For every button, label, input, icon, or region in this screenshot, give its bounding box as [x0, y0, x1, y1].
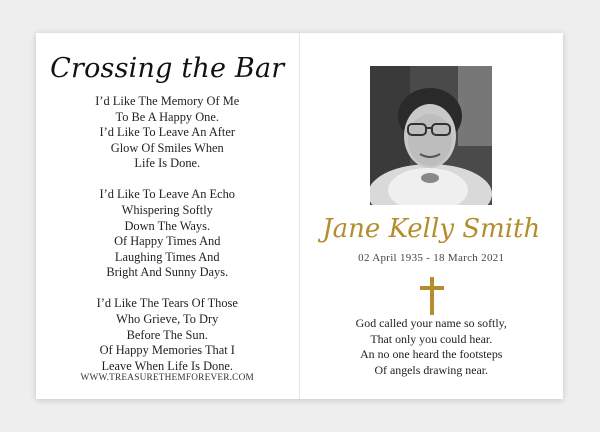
verse-line: That only you could hear.: [370, 331, 493, 346]
right-panel: [300, 33, 564, 399]
verse-line: An no one heard the footsteps: [360, 347, 503, 362]
poem-line: To Be A Happy One.: [115, 109, 219, 124]
life-dates: 02 April 1935 - 18 March 2021: [358, 252, 505, 264]
poem-line: Laughing Times And: [114, 249, 220, 264]
poem-line: I’d Like To Leave An After: [99, 125, 235, 140]
poem-line: Leave When Life Is Done.: [101, 358, 234, 373]
poem-line: Life Is Done.: [134, 156, 201, 171]
poem-line: Down The Ways.: [124, 218, 211, 233]
verse-line: Of angels drawing near.: [374, 362, 489, 377]
poem-line: Who Grieve, To Dry: [116, 311, 219, 326]
poem-line: I’d Like To Leave An Echo: [99, 187, 235, 202]
poem-stanza: [36, 187, 299, 281]
poem-line: I’d Like The Memory Of Me: [95, 94, 240, 108]
poem-line: Before The Sun.: [126, 327, 208, 342]
poem-line: I’d Like The Tears Of Those: [96, 296, 238, 311]
poem-line: Of Happy Times And: [114, 234, 221, 249]
left-panel: [36, 33, 300, 399]
poem-line: Glow Of Smiles When: [110, 140, 224, 155]
verse-line: God called your name so softly,: [355, 316, 507, 330]
poem-line: Of Happy Memories That I: [99, 343, 235, 358]
poem: [36, 94, 299, 390]
poem-stanza: [36, 94, 299, 172]
poem-title: Crossing the Bar: [50, 53, 285, 84]
deceased-name: Jane Kelly Smith: [322, 214, 541, 244]
gold-cross-icon: [419, 277, 445, 315]
poem-line: Whispering Softly: [121, 202, 213, 217]
memorial-verse: [300, 316, 564, 378]
portrait-photo: [370, 66, 492, 205]
poem-stanza: [36, 296, 299, 374]
portrait-illustration: [370, 66, 492, 205]
website-url: WWW.TREASURETHEMFOREVER.COM: [80, 373, 254, 383]
memorial-card: [36, 33, 563, 399]
poem-line: Bright And Sunny Days.: [106, 265, 229, 280]
